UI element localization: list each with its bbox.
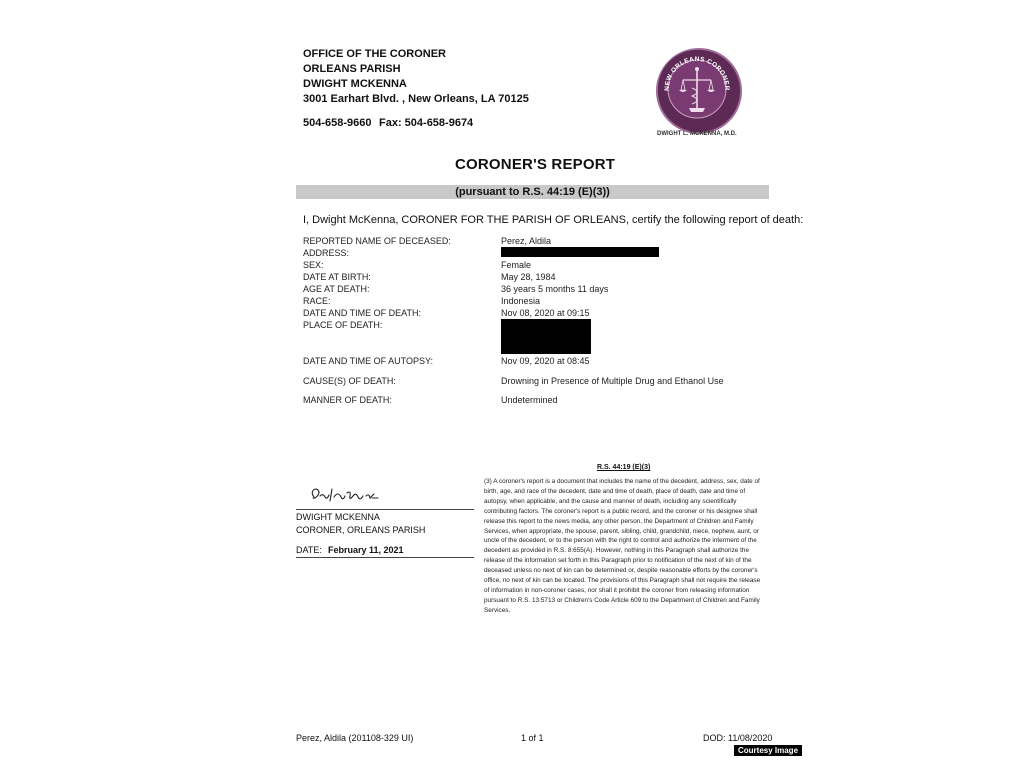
date-line xyxy=(296,557,474,558)
sex-label: SEX: xyxy=(303,260,324,270)
signer-title: CORONER, ORLEANS PARISH xyxy=(296,525,426,535)
age-value: 36 years 5 months 11 days xyxy=(501,284,609,294)
signature-date: February 11, 2021 xyxy=(328,545,404,555)
office-fax: Fax: 504-658-9674 xyxy=(379,117,474,129)
race-value: Indonesia xyxy=(501,296,541,306)
seal-ring-text: NEW ORLEANS CORONER xyxy=(663,55,731,91)
seal-graphic xyxy=(656,48,738,130)
report-title: CORONER'S REPORT xyxy=(455,156,616,173)
footer-dod: DOD: 11/08/2020 xyxy=(703,733,773,743)
seal-caption: DWIGHT L. MCKENNA, M.D. xyxy=(657,131,737,137)
office-phone: 504-658-9660 xyxy=(303,117,372,129)
cause-value: Drowning in Presence of Multiple Drug and Ethanol Use xyxy=(501,376,724,386)
place-label: PLACE OF DEATH: xyxy=(303,320,383,330)
manner-label: MANNER OF DEATH: xyxy=(303,395,392,405)
courtesy-badge: Courtesy Image xyxy=(734,745,802,756)
certify-statement: I, Dwight McKenna, CORONER FOR THE PARISH OF ORLEANS, certify the following report of death: xyxy=(303,214,804,226)
dob-value: May 28, 1984 xyxy=(501,272,556,282)
age-label: AGE AT DEATH: xyxy=(303,284,370,294)
name-value: Perez, Aldila xyxy=(501,236,552,246)
cause-label: CAUSE(S) OF DEATH: xyxy=(303,376,396,386)
office-coroner-name: DWIGHT MCKENNA xyxy=(303,78,407,90)
dod-value: Nov 08, 2020 at 09:15 xyxy=(501,308,590,318)
signer-name: DWIGHT MCKENNA xyxy=(296,512,380,522)
signature-image xyxy=(308,484,382,506)
sex-value: Female xyxy=(501,260,532,270)
signature-line xyxy=(296,509,474,510)
autopsy-label: DATE AND TIME OF AUTOPSY: xyxy=(303,356,434,366)
race-label: RACE: xyxy=(303,296,331,306)
statute-text: (3) A coroner's report is a document that includes the name of the decedent, address, sex, date of birth, age, and race of the decedent, date and time of death, place of death, date and time of autopsy, when applicable, and the cause and manner of death, including any scientifically contributing factors. The coroner's report is a public record, and the coroner or his designee shall release this report to the news media, any other person, the Department of Children and Family Services, when appropriate, the spouse, parent, sibling, child, grandchild, niece, nephew, aunt, or uncle of the decedent, or to the person with the right to control and authorize the interment of the decedent as provided in R.S. 8:655(A). However, nothing in this Paragraph shall authorize the release of the information set forth in this Paragraph prior to notification of the next of kin of the deceased unless no next of kin can be determined or, despite reasonable efforts by the coroner's office, no next of kin can be located. The provisions of this Paragraph shall not require the release of information in non-coroner cases, nor shall it prohibit the coroner from releasing information pursuant to R.S. 13:5713 or Children's Code Article 609 to the Department of Children and Family Services. xyxy=(484,478,761,614)
dob-label: DATE AT BIRTH: xyxy=(303,272,371,282)
date-label: DATE: xyxy=(296,545,322,555)
place-redaction xyxy=(501,319,591,354)
address-redaction xyxy=(501,247,659,257)
office-address: 3001 Earhart Blvd. , New Orleans, LA 70125 xyxy=(303,93,529,105)
report-subtitle: (pursuant to R.S. 44:19 (E)(3)) xyxy=(296,185,769,199)
footer-case: Perez, Aldila (201108-329 UI) xyxy=(296,733,414,743)
manner-value: Undetermined xyxy=(501,395,558,405)
autopsy-value: Nov 09, 2020 at 08:45 xyxy=(501,356,590,366)
office-parish: ORLEANS PARISH xyxy=(303,63,401,75)
dod-label: DATE AND TIME OF DEATH: xyxy=(303,308,422,318)
coroner-seal xyxy=(656,48,742,134)
name-label: REPORTED NAME OF DECEASED: xyxy=(303,236,451,246)
office-name: OFFICE OF THE CORONER xyxy=(303,48,446,60)
statute-title: R.S. 44:19 (E)(3) xyxy=(597,464,651,471)
address-label: ADDRESS: xyxy=(303,248,350,258)
footer-page: 1 of 1 xyxy=(521,733,544,743)
